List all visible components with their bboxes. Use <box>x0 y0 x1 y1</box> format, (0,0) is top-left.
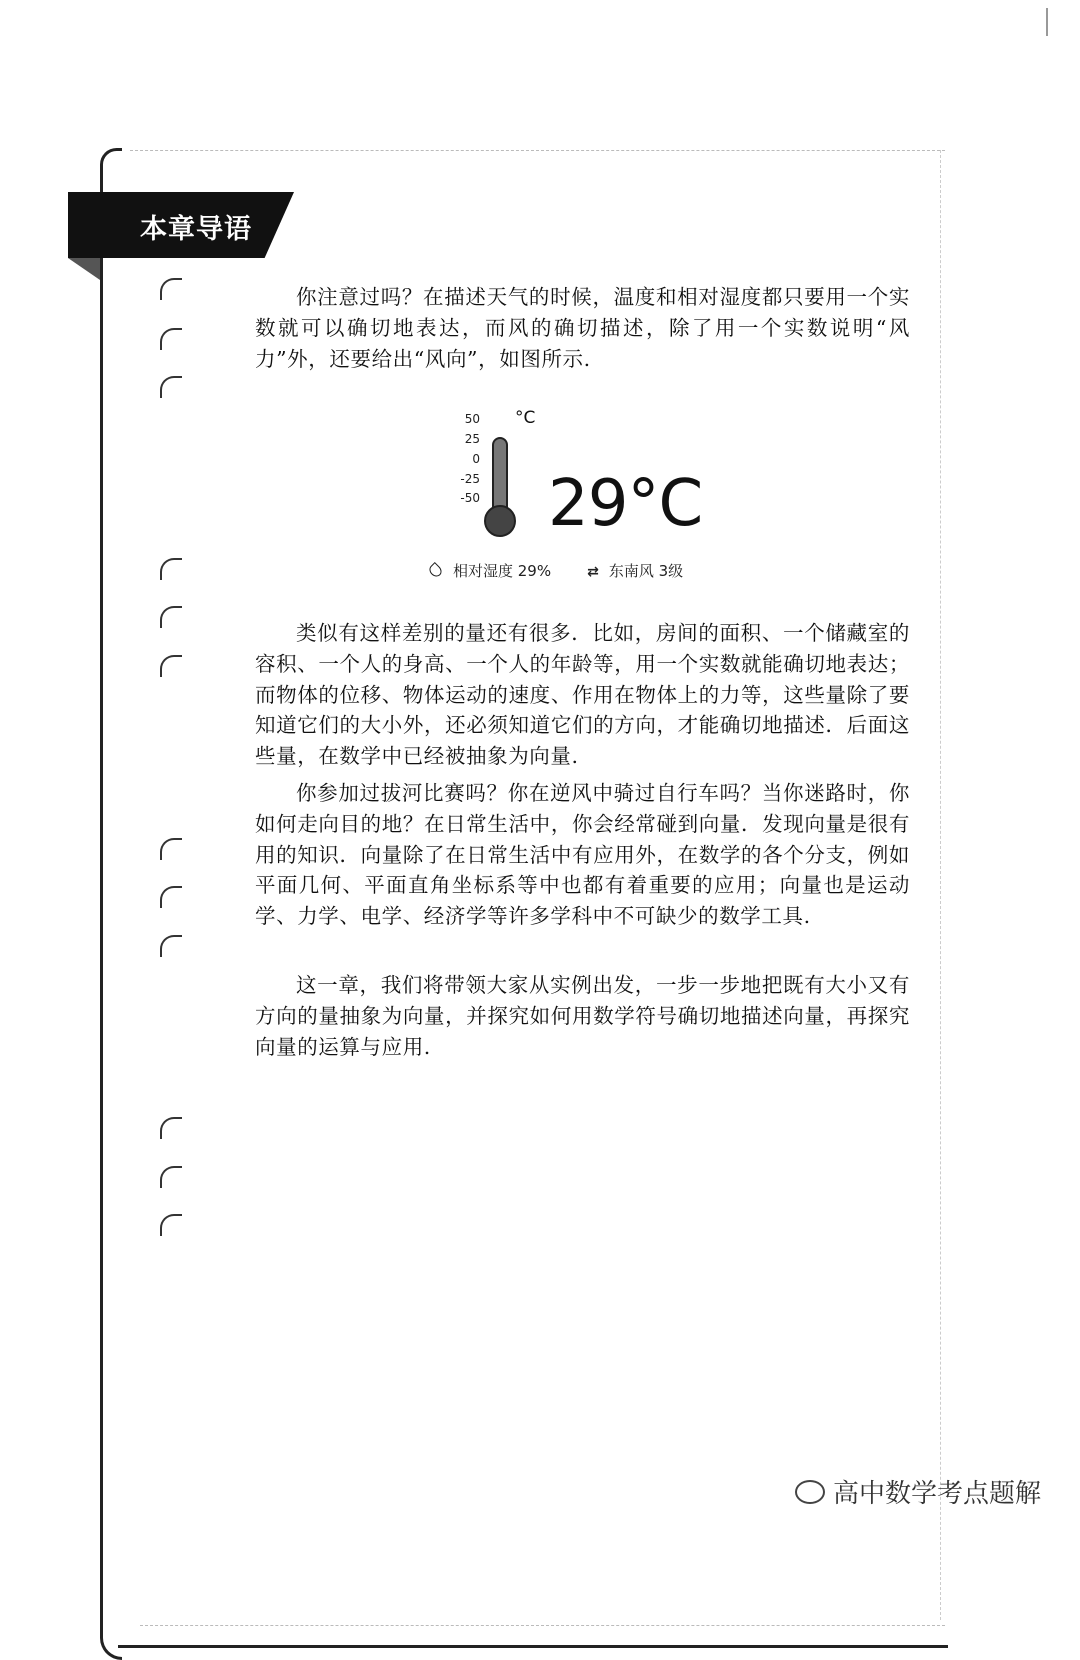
scan-edge-mark <box>1046 8 1048 36</box>
scale-label: -50 <box>460 491 480 505</box>
page-border-top <box>130 150 945 152</box>
thermometer-icon <box>492 437 508 515</box>
binder-ring <box>160 935 182 957</box>
body-paragraph: 你参加过拔河比赛吗？你在逆风中骑过自行车吗？当你迷路时，你如何走向目的地？在日常生活中，你会经常碰到向量．发现向量是很有用的知识．向量除了在日常生活中有应用外，在数学的各个分支，例如平面几何、平面直角坐标系等中也都有着重要的应用；向量也是运动学、力学、电学、经济学等许多学科中不可缺少的数学工具. <box>255 781 910 929</box>
scale-label: 25 <box>464 432 480 446</box>
wind-text: 东南风 3级 <box>608 562 684 580</box>
notebook-frame <box>100 148 122 1660</box>
watermark-text: 高中数学考点题解 <box>833 1479 1042 1509</box>
body-paragraph: 这一章，我们将带领大家从实例出发，一步一步地把既有大小又有方向的量抽象为向量，并探究如何用数学符号确切地描述向量，再探究向量的运算与应用. <box>255 973 910 1059</box>
binder-ring <box>160 655 182 677</box>
temperature-unit: °C <box>515 408 536 428</box>
scale-label: 50 <box>464 412 480 426</box>
binder-ring <box>160 558 182 580</box>
chapter-banner-title: 本章导语 <box>140 214 252 245</box>
watermark <box>795 1473 1041 1510</box>
drop-icon <box>427 562 444 579</box>
scale-label: 0 <box>472 452 480 466</box>
binder-ring <box>160 1214 182 1236</box>
binder-ring <box>160 606 182 628</box>
temperature-value: 29°C <box>548 467 703 541</box>
binder-ring <box>160 328 182 350</box>
weather-info-row <box>440 560 740 581</box>
binder-ring <box>160 278 182 300</box>
binder-ring <box>160 1117 182 1139</box>
body-paragraph: 类似有这样差别的量还有很多．比如，房间的面积、一个储藏室的容积、一个人的身高、一个人的年龄等，用一个实数就能确切地表达；而物体的位移、物体运动的速度、作用在物体上的力等，这些量除了要知道它们的大小外，还必须知道它们的方向，才能确切地描述．后面这些量，在数学中已经被抽象为向量. <box>255 621 910 769</box>
binder-ring <box>160 1166 182 1188</box>
page-border-bottom <box>140 1625 945 1627</box>
binder-ring <box>160 886 182 908</box>
binder-ring <box>160 838 182 860</box>
notebook-frame-bottom <box>118 1645 948 1648</box>
thermometer-bulb <box>484 505 516 537</box>
scale-label: -25 <box>460 472 480 486</box>
page-border-right <box>940 150 942 1620</box>
humidity-text: 相对湿度 29% <box>453 562 552 580</box>
intro-paragraph: 你注意过吗？在描述天气的时候，温度和相对湿度都只要用一个实数就可以确切地表达，而风的确切描述，除了用一个实数说明“风力”外，还要给出“风向”，如图所示. <box>255 285 910 371</box>
wechat-icon <box>795 1480 825 1504</box>
wind-icon: ⇄ <box>587 564 599 580</box>
binder-ring <box>160 376 182 398</box>
banner-fold <box>68 258 100 280</box>
weather-figure <box>440 405 740 595</box>
